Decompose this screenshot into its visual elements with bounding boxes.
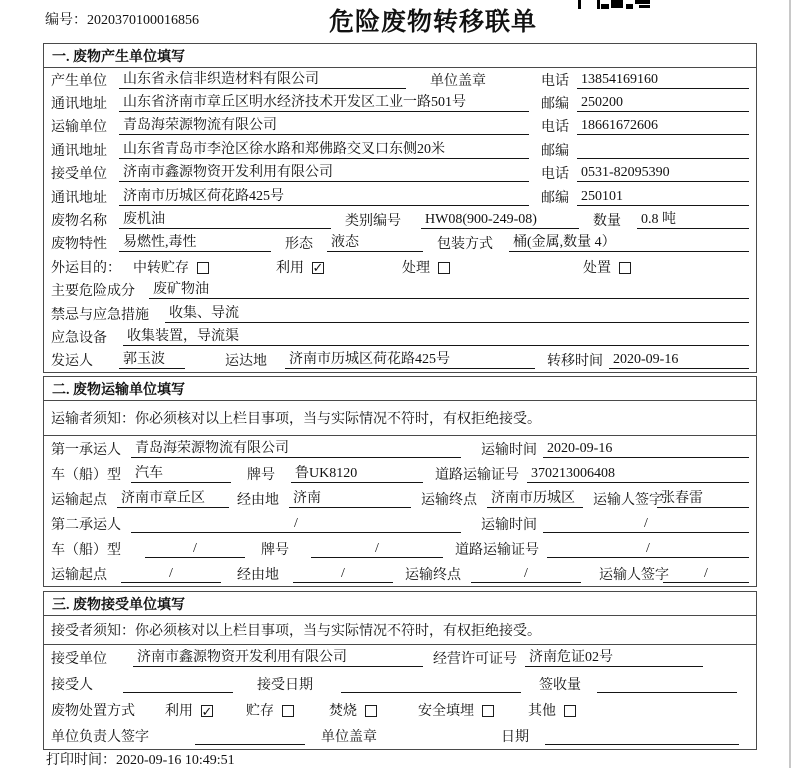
receiver-unit-row [44,162,756,185]
vehicle-type-label: 车（船）型 [51,542,121,558]
carrier-signature-label: 运输人签字 [593,492,663,508]
hazard-component-label: 主要危险成分 [51,284,135,300]
transfer-purpose-label: 外运目的： [51,260,121,276]
waste-property-row [44,232,756,255]
received-amount-value [597,675,737,693]
unchecked-checkbox-icon [282,705,294,717]
road-permit-value-2: / [547,540,749,558]
page-title: 危险废物转移联单 [328,9,537,36]
form-body [43,43,757,750]
disposal-method-row [44,697,756,723]
accepting-unit-value: 济南市鑫源物资开发利用有限公司 [133,649,423,667]
checkbox-option [418,700,494,720]
transfer-purpose-options [127,257,631,277]
hazard-component-value: 废矿物油 [149,281,749,299]
transfer-time-label: 转移时间 [547,354,603,370]
waste-name-label: 废物名称 [51,214,107,230]
route-via-label: 经由地 [237,567,279,583]
route-end-label: 运输终点 [405,567,461,583]
unchecked-checkbox-icon [564,705,576,717]
section-producer [43,43,757,373]
producer-unit-row [44,68,756,91]
serial-value: 2020370100016856 [87,13,199,28]
accepting-unit-row [44,645,756,671]
phone-label: 电话 [541,120,569,136]
vehicle-type-row-2 [44,536,756,561]
checkbox-option-label: 贮存 [246,704,274,720]
postcode-label: 邮编 [541,190,569,206]
second-carrier-row [44,511,756,536]
transporter-address-row [44,138,756,161]
form-state-label: 形态 [285,237,313,253]
route-start-label: 运输起点 [51,567,107,583]
receiver-notice: 接受者须知：你必须核对以上栏目事项，当与实际情况不符时，有权拒绝接受。 [44,616,756,645]
vehicle-type-value: 汽车 [131,465,231,483]
transporter-address-value: 山东省青岛市李沧区徐水路和郑佛路交叉口东侧20米 [119,141,529,159]
producer-address-row [44,91,756,114]
page-edge-line [789,0,791,768]
route-row-2 [44,561,756,586]
checkbox-option-label: 焚烧 [329,704,357,720]
carrier-signature-value: 张春雷 [657,490,749,508]
checked-checkbox-icon: ✓ [201,703,213,719]
unit-seal-label: 单位盖章 [430,73,486,89]
plate-number-label: 牌号 [261,542,289,558]
route-end-value: 济南市历城区 [487,490,583,508]
transporter-postcode-value [577,141,749,159]
phone-label: 电话 [541,73,569,89]
receiver-unit-value: 济南市鑫源物资开发利用有限公司 [119,164,529,182]
section-transporter-title: 二. 废物运输单位填写 [44,377,756,401]
responsible-signature-value [195,727,305,745]
received-amount-label: 签收量 [539,678,581,694]
acceptor-row [44,671,756,697]
producer-address-value: 山东省济南市章丘区明水经济技术开发区工业一路501号 [119,94,529,112]
destination-value: 济南市历城区荷花路425号 [285,351,535,369]
receiver-address-row [44,185,756,208]
route-via-label: 经由地 [237,492,279,508]
producer-unit-value: 山东省永信非织造材料有限公司 [119,71,406,89]
category-code-label: 类别编号 [345,214,401,230]
vehicle-type-value-2: / [145,540,245,558]
checkbox-option-label: 利用 [276,260,304,276]
unchecked-checkbox-icon [482,705,494,717]
second-carrier-label: 第二承运人 [51,517,121,533]
unchecked-checkbox-icon [619,262,631,274]
address-label: 通讯地址 [51,97,107,113]
road-permit-label: 道路运输证号 [455,542,539,558]
dispatcher-label: 发运人 [51,354,93,370]
quantity-label: 数量 [593,214,621,230]
checkbox-option [583,257,631,277]
checkbox-option-label: 处理 [402,260,430,276]
checkbox-option [246,700,294,720]
producer-unit-label: 产生单位 [51,73,107,89]
route-start-value: 济南市章丘区 [117,490,229,508]
checkbox-option [133,257,209,277]
emergency-equipment-value: 收集装置，导流渠 [123,328,749,346]
emergency-equipment-label: 应急设备 [51,330,107,346]
print-time-value: 2020-09-16 10:49:51 [116,753,235,768]
receiver-phone-value: 0531-82095390 [577,164,749,182]
route-start-value-2: / [121,565,221,583]
section-receiver [43,591,757,750]
road-permit-value: 370213006408 [527,465,749,483]
second-carrier-value: / [131,515,461,533]
first-carrier-row [44,436,756,461]
emergency-equipment-row [44,325,756,348]
responsible-signature-row [44,723,756,749]
address-label: 通讯地址 [51,143,107,159]
route-end-label: 运输终点 [421,492,477,508]
license-number-value: 济南危证02号 [525,649,703,667]
packaging-label: 包装方式 [437,237,493,253]
section-producer-title: 一. 废物产生单位填写 [44,44,756,68]
transporter-phone-value: 18661672606 [577,117,749,135]
carrier-signature-label: 运输人签字 [599,567,669,583]
checkbox-option-label: 安全填埋 [418,704,474,720]
category-code-value: HW08(900-249-08) [421,211,579,229]
unchecked-checkbox-icon [365,705,377,717]
producer-postcode-value: 250200 [577,94,749,112]
print-time-label: 打印时间： [46,753,116,768]
acceptor-label: 接受人 [51,678,93,694]
checkbox-option-label: 中转贮存 [133,260,189,276]
transporter-unit-value: 青岛海荣源物流有限公司 [119,117,529,135]
qr-code-fragment-icon [578,0,654,9]
accepting-unit-label: 接受单位 [51,652,107,668]
first-carrier-value: 青岛海荣源物流有限公司 [131,440,461,458]
vehicle-type-row [44,461,756,486]
print-time-line [46,749,235,769]
transport-time-value: 2020-09-16 [543,440,749,458]
plate-number-value: 鲁UK8120 [291,465,423,483]
carrier-signature-value-2: / [663,565,749,583]
unchecked-checkbox-icon [197,262,209,274]
checkbox-option [165,700,213,720]
producer-phone-value: 13854169160 [577,71,749,89]
date-value [545,727,739,745]
date-label: 日期 [501,730,529,746]
disposal-method-options [137,700,576,720]
waste-name-row [44,208,756,231]
destination-label: 运达地 [225,354,267,370]
transporter-unit-row [44,115,756,138]
accept-date-value [341,675,521,693]
license-number-label: 经营许可证号 [433,652,517,668]
waste-name-value: 废机油 [119,211,331,229]
transport-time-label: 运输时间 [481,442,537,458]
unit-seal-label: 单位盖章 [321,730,377,746]
transporter-unit-label: 运输单位 [51,120,107,136]
section-receiver-title: 三. 废物接受单位填写 [44,592,756,616]
road-permit-label: 道路运输证号 [435,467,519,483]
serial-label: 编号： [45,13,87,28]
form-state-value: 液态 [327,234,423,252]
receiver-postcode-value: 250101 [577,188,749,206]
route-row-1 [44,486,756,511]
vehicle-type-label: 车（船）型 [51,467,121,483]
transfer-purpose-row [44,255,756,278]
postcode-label: 邮编 [541,143,569,159]
transport-time-value-2: / [543,515,749,533]
phone-label: 电话 [541,167,569,183]
receiver-unit-label: 接受单位 [51,167,107,183]
transporter-notice: 运输者须知：你必须核对以上栏目事项，当与实际情况不符时，有权拒绝接受。 [44,401,756,436]
hazard-component-row [44,279,756,302]
emergency-measures-row [44,302,756,325]
checkbox-option [276,257,324,277]
disposal-method-label: 废物处置方式 [51,704,135,720]
transport-time-label: 运输时间 [481,517,537,533]
transfer-time-value: 2020-09-16 [609,351,749,369]
accept-date-label: 接受日期 [257,678,313,694]
checkbox-option-label: 其他 [528,704,556,720]
emergency-measures-value: 收集、导流 [165,305,749,323]
postcode-label: 邮编 [541,97,569,113]
route-start-label: 运输起点 [51,492,107,508]
checkbox-option [528,700,576,720]
checkbox-option [329,700,377,720]
section-transporter [43,376,757,587]
checkbox-option-label: 处置 [583,260,611,276]
responsible-signature-label: 单位负责人签字 [51,730,149,746]
route-end-value-2: / [471,565,581,583]
unchecked-checkbox-icon [438,262,450,274]
packaging-value: 桶(金属,数量 4） [509,234,749,252]
receiver-address-value: 济南市历城区荷花路425号 [119,188,529,206]
first-carrier-label: 第一承运人 [51,442,121,458]
emergency-measures-label: 禁忌与应急措施 [51,307,149,323]
plate-number-value-2: / [311,540,443,558]
dispatcher-value: 郭玉波 [119,351,185,369]
plate-number-label: 牌号 [247,467,275,483]
checked-checkbox-icon: ✓ [312,260,324,276]
checkbox-option [402,257,450,277]
checkbox-option-label: 利用 [165,704,193,720]
waste-property-value: 易燃性,毒性 [119,234,271,252]
dispatcher-row [44,349,756,372]
route-via-value-2: / [293,565,393,583]
address-label: 通讯地址 [51,190,107,206]
acceptor-value [123,675,233,693]
quantity-value: 0.8 吨 [637,211,749,229]
waste-property-label: 废物特性 [51,237,107,253]
route-via-value: 济南 [289,490,411,508]
